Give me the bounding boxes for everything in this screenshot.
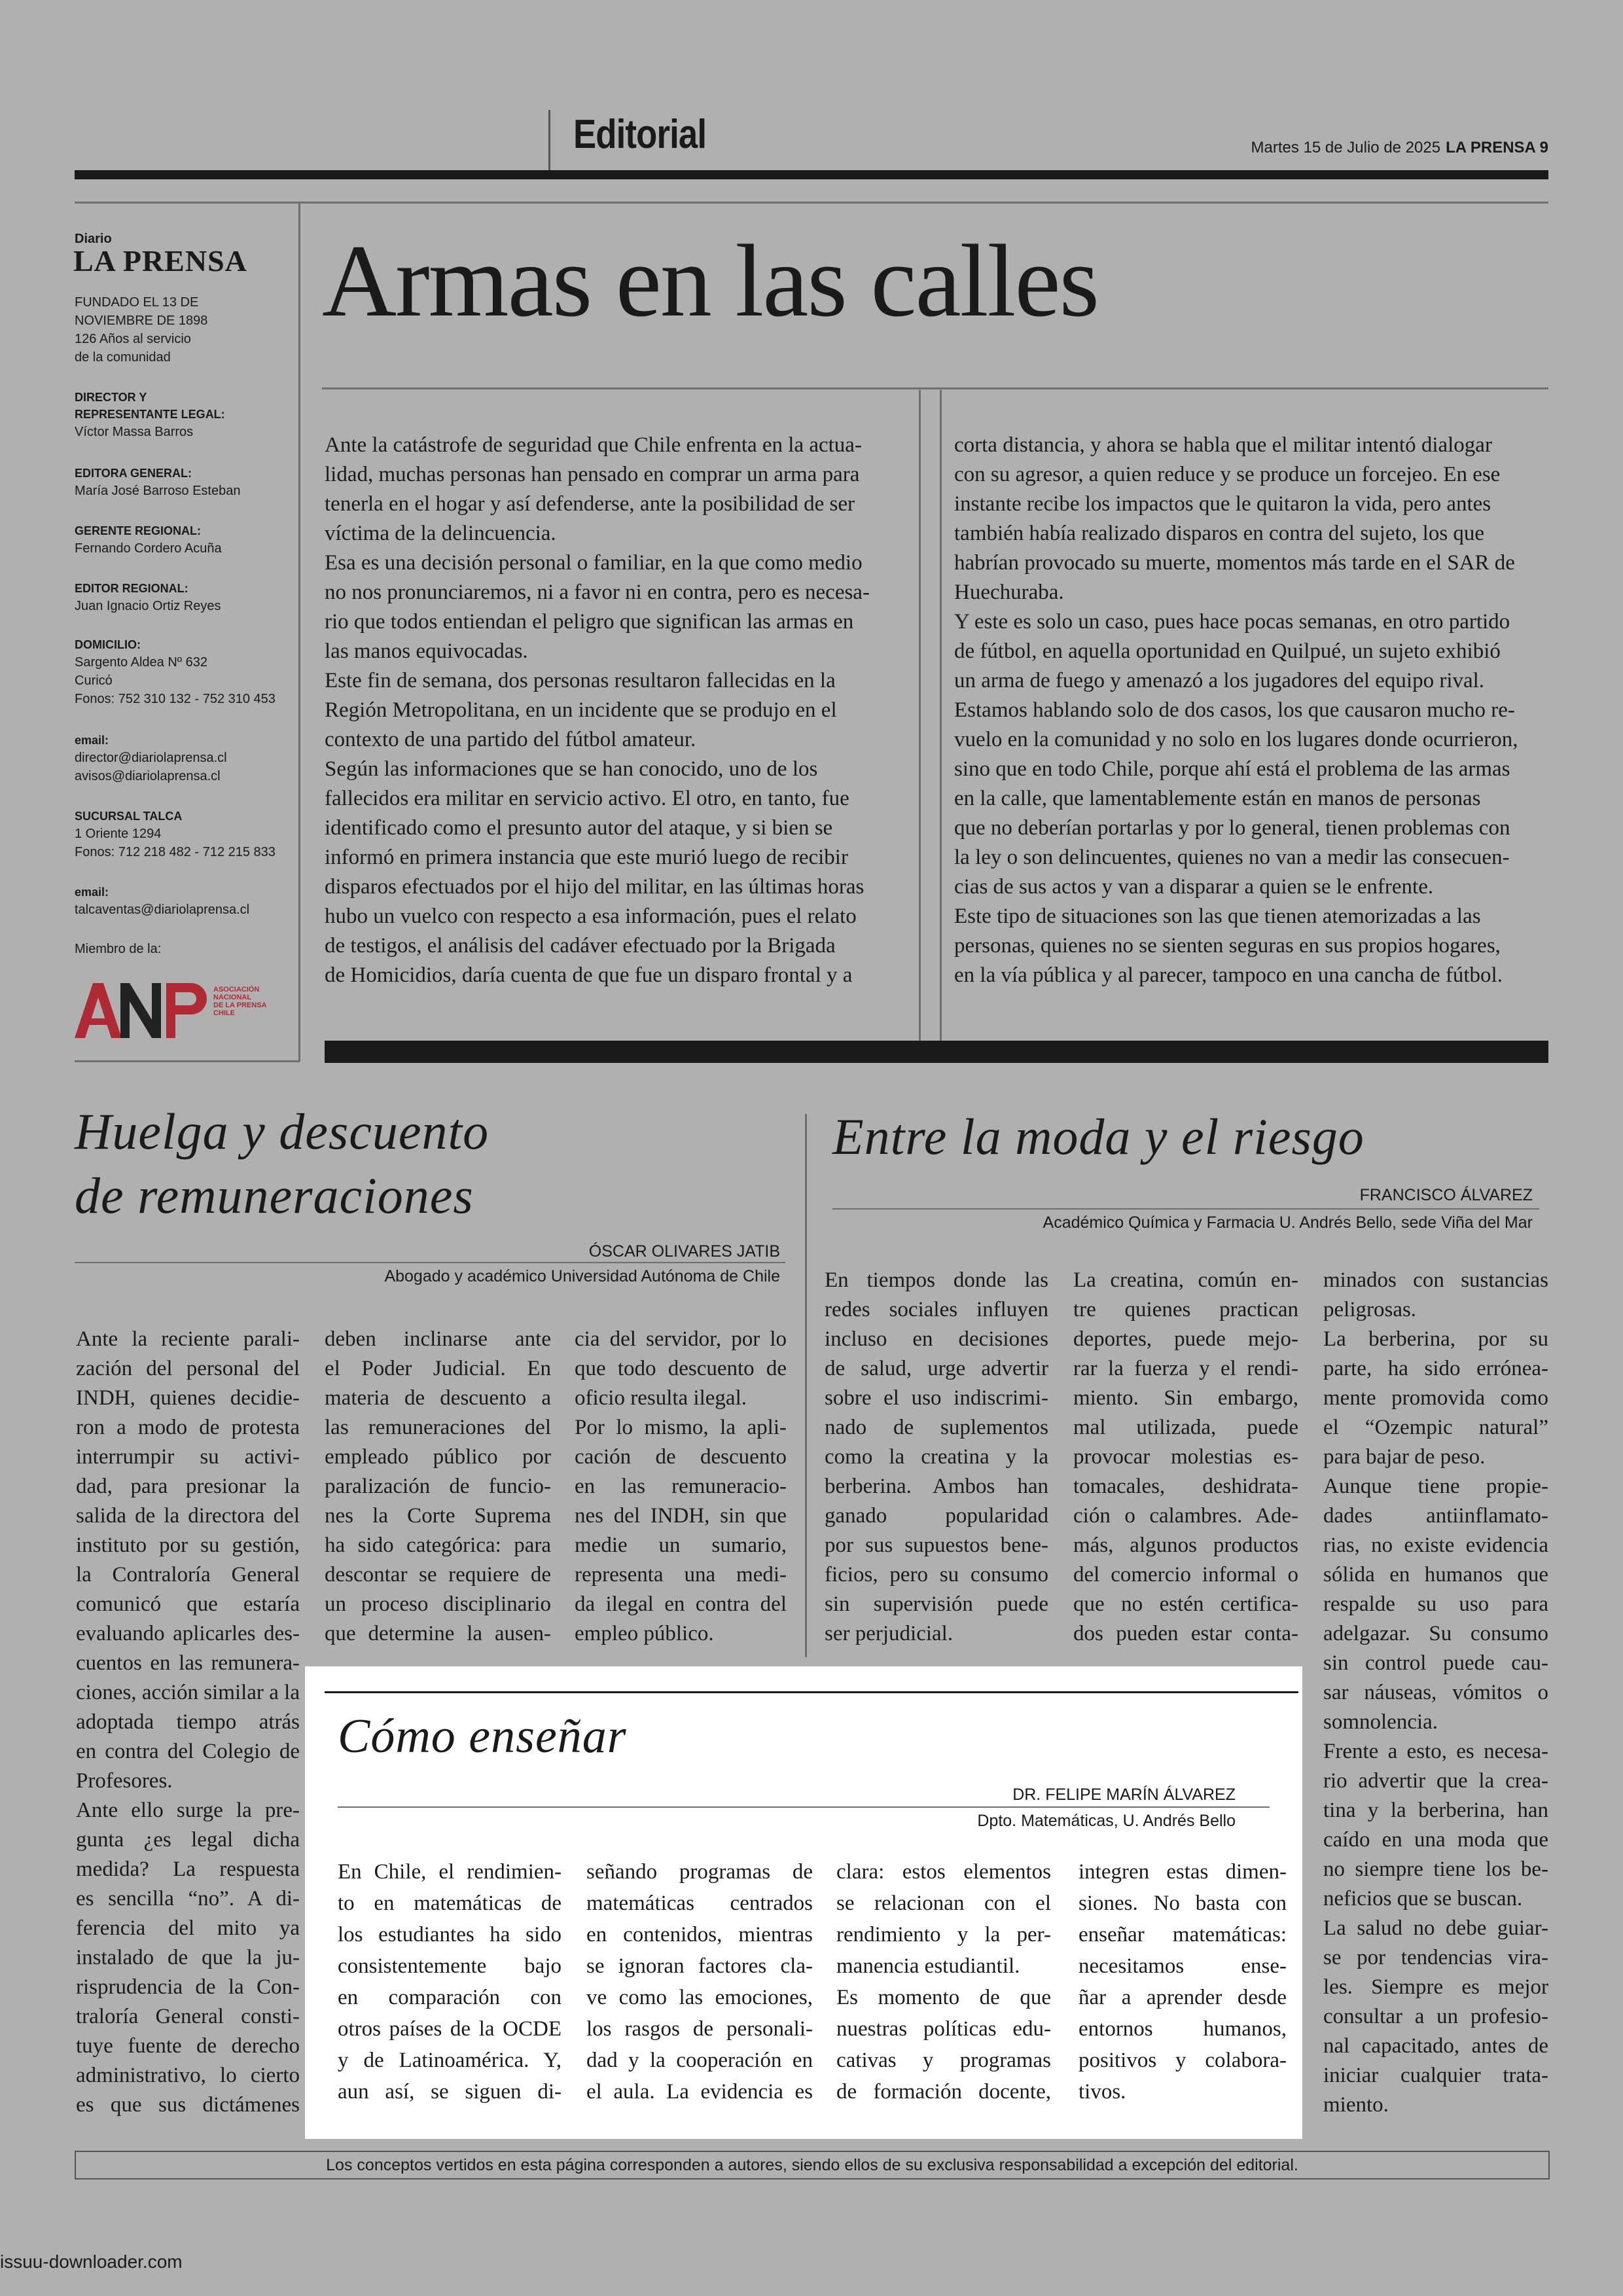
text-line: cación de descuento [575,1445,787,1469]
text-line: integren estas dimen- [1079,1860,1287,1884]
sidebar-email-talca [75,884,291,919]
text-line: tenerla en el hogar y así defenderse, ante la posibilidad de ser [325,492,855,516]
text-line: aun así, se siguen di- [338,2080,562,2104]
text-line: matemáticas centrados [586,1892,813,1915]
text-line: fallecidos era militar en servicio activo. El otro, en tanto, fue [325,787,849,810]
text-line: provocar molestias es- [1073,1445,1298,1469]
text-line: rio que todos entiendan el peligro que significan las armas en [325,610,854,634]
text-line: ganado popularidad [825,1504,1048,1528]
address-line: Sargento Aldea Nº 632 [75,655,208,670]
sidebar-founded [75,293,291,367]
text-line: vuelo en la comunidad y no solo en los lugares donde ocurrieron, [954,728,1518,751]
text-line: informó en primera instancia que este murió luego de recibir [325,846,848,869]
staff-label: DOMICILIO: [75,638,141,651]
editorial-column-1 [325,431,901,990]
sidebar-staff-editora [75,465,291,500]
text-line: dad y la cooperación en [586,2049,813,2072]
text-line: adoptada tiempo atrás [76,1710,300,1734]
text-line: enseñar matemáticas: [1079,1923,1287,1946]
text-line: gunta ¿es legal dicha [76,1828,300,1852]
ensenar-column-3 [836,1856,1051,2108]
sidebar-staff-director [75,389,291,441]
text-line: paralización de funcio- [325,1475,551,1498]
text-line: en comparación con [338,1986,562,2009]
text-line: tre quienes practican [1073,1298,1298,1321]
text-line: miento. Sin embargo, [1073,1386,1298,1410]
text-line: cativas y programas [836,2049,1051,2072]
text-line: tina y la berberina, han [1323,1799,1548,1822]
text-line: Profesores. [76,1769,173,1793]
anp-text [213,986,267,1017]
text-line: ciones, acción similar a la [76,1681,300,1704]
huelga-title [75,1100,794,1228]
text-line: es que sus dictámenes [76,2093,300,2117]
text-line: sólida en humanos que [1323,1563,1548,1587]
moda-column-3 [1323,1266,1548,2120]
staff-label: DIRECTOR Y [75,391,147,404]
text-line: en las remuneracio- [575,1475,787,1498]
member-label: Miembro de la: [75,942,162,956]
text-line: Por lo mismo, la apli- [575,1416,787,1439]
huelga-column-1 [76,1325,300,2120]
text-line: lidad, muchas personas han pensado en comprar un arma para [325,463,860,486]
founded-line: NOVIEMBRE DE 1898 [75,314,208,328]
sidebar-branch-talca [75,808,291,861]
text-line: con su agresor, a quien reduce y se produce un forcejeo. En ese [954,463,1501,486]
text-line: nuestras políticas edu- [836,2017,1051,2041]
anp-text-line: ASOCIACIÓN [213,986,260,994]
text-line: es sencilla “no”. A di- [76,1887,300,1910]
email-line: director@diariolaprensa.cl [75,751,227,765]
text-line: adelgazar. Su consumo [1323,1622,1548,1645]
text-line: más, algunos productos [1073,1534,1298,1557]
section-title: Editorial [573,112,707,157]
text-line: ñar a aprender desde [1079,1986,1287,2009]
text-line: salida de la directora del [76,1504,300,1528]
ensenar-author: DR. FELIPE MARÍN ÁLVAREZ [1012,1785,1236,1804]
moda-column-1 [825,1266,1048,1649]
huelga-title-line: Huelga y descuento [75,1103,490,1160]
text-line: en la calle, que lamentablemente están en manos de personas [954,787,1481,810]
moda-title: Entre la moda y el riesgo [832,1108,1364,1165]
founded-line: FUNDADO EL 13 DE [75,295,199,310]
text-line: La creatina, común en- [1073,1268,1298,1292]
text-line: iniciar cualquier trata- [1323,2064,1548,2087]
text-line: no nos pronunciaremos, ni a favor ni en contra, pero es necesa- [325,581,870,604]
opinion-divider [805,1114,807,1657]
address-line: Fonos: 712 218 482 - 712 215 833 [75,845,276,859]
text-line: miento. [1323,2093,1389,2117]
text-line: por sus supuestos bene- [825,1534,1048,1557]
text-line: comunicó que estaría [76,1592,300,1616]
text-line: ron a modo de protesta [76,1416,300,1439]
watermark: issuu-downloader.com [0,2251,183,2272]
text-line: del comercio informal o [1073,1563,1298,1587]
text-line: sin control puede cau- [1323,1651,1548,1675]
text-line: Aunque tiene propie- [1323,1475,1548,1498]
editorial-column-rule [940,390,942,1041]
text-line: empleado público por [325,1445,551,1469]
text-line: En Chile, el rendimien- [338,1860,562,1884]
text-line: minados con sustancias [1323,1268,1548,1292]
moda-author: FRANCISCO ÁLVAREZ [1359,1186,1533,1204]
text-line: se por tendencias vira- [1323,1946,1548,1969]
text-line: corta distancia, y ahora se habla que el militar intentó dialogar [954,433,1492,457]
text-line: La salud no debe guiar- [1323,1916,1548,1940]
text-line: nes del INDH, sin que [575,1504,787,1528]
sidebar-email [75,732,291,785]
text-line: empleo público. [575,1622,714,1645]
disclaimer-box: Los conceptos vertidos en esta página corresponden a autores, siendo ellos de su exclusiva responsabilidad a excepción del editorial. [75,2151,1550,2179]
text-line: neficios que se buscan. [1323,1887,1523,1910]
huelga-author: ÓSCAR OLIVARES JATIB [588,1242,780,1261]
text-line: peligrosas. [1323,1298,1417,1321]
masthead-rule [75,170,1548,179]
text-line: identificado como el presunto autor del ataque, y si bien se [325,816,833,840]
sidebar-address [75,636,291,708]
editorial-bottom-rule [325,1041,1548,1063]
text-line: que todo descuento de [575,1357,787,1380]
text-line: traloría General consti- [76,2005,300,2028]
text-line: Es momento de que [836,1986,1051,2009]
anp-logo [75,979,277,1041]
text-line: tomacales, deshidrata- [1073,1475,1298,1498]
text-line: sino que en todo Chile, porque ahí está el problema de las armas [954,757,1510,781]
text-line: deben inclinarse ante [325,1327,551,1351]
text-line: ha sido categórica: para [325,1534,551,1557]
text-line: materia de descuento a [325,1386,551,1410]
text-line: cias de sus actos y van a disparar a quien se le enfrente. [954,875,1434,899]
ensenar-column-2 [586,1856,813,2108]
ensenar-column-4 [1079,1856,1287,2108]
text-line: deportes, puede mejo- [1073,1327,1298,1351]
text-line: ción o calambres. Ade- [1073,1504,1298,1528]
text-line: cia del servidor, por lo [575,1327,787,1351]
text-line: los estudiantes ha sido [338,1923,562,1946]
sidebar-staff-gerente [75,522,291,558]
staff-name: Víctor Massa Barros [75,425,194,439]
text-line: ve como las emociones, [586,1986,813,2009]
text-line: Esa es una decisión personal o familiar, en la que como medio [325,551,863,575]
staff-name: Juan Ignacio Ortiz Reyes [75,599,221,613]
ensenar-column-1 [338,1856,562,2108]
text-line: de testigos, el análisis del cadáver efectuado por la Brigada [325,934,836,958]
staff-name: María José Barroso Esteban [75,484,241,498]
editorial-title: Armas en las calles [322,224,1099,338]
staff-label: email: [75,886,109,899]
text-line: el aula. La evidencia es [586,2080,813,2104]
moda-column-2 [1073,1266,1298,1649]
text-line: como la creatina y la [825,1445,1048,1469]
text-line: En tiempos donde las [825,1268,1048,1292]
text-line: ficios, pero su consumo [825,1563,1048,1587]
text-line: caído en una moda que [1323,1828,1548,1852]
text-line: instalado de que la ju- [76,1946,300,1969]
text-line: en contra del Colegio de [76,1740,300,1763]
text-line: interrumpir su activi- [76,1445,300,1469]
text-line: las manos equivocadas. [325,639,528,663]
text-line: da ilegal en contra del [575,1592,787,1616]
text-line: Ante la catástrofe de seguridad que Chile enfrenta en la actua- [325,433,862,457]
text-line: clara: estos elementos [836,1860,1051,1884]
text-line: respalde su uso para [1323,1592,1548,1616]
address-line: 1 Oriente 1294 [75,827,162,841]
text-line: personas, quienes no se sienten seguras en sus propios hogares, [954,934,1501,958]
text-line: administrativo, lo cierto [76,2064,300,2087]
moda-affiliation: Académico Química y Farmacia U. Andrés Bello, sede Viña del Mar [1043,1213,1533,1232]
text-line: zación del personal del [76,1357,300,1380]
text-line: Huechuraba. [954,581,1064,604]
text-line: Este fin de semana, dos personas resultaron fallecidas en la [325,669,836,692]
staff-label: REPRESENTANTE LEGAL: [75,408,225,421]
text-line: evaluando aplicarles des- [76,1622,300,1645]
masthead-thin-rule [75,202,1548,204]
huelga-column-2 [325,1325,551,1649]
text-line: la Contraloría General [76,1563,300,1587]
text-line: sobre el uso indiscrimi- [825,1386,1048,1410]
text-line: las remuneraciones del [325,1416,551,1439]
text-line: habrían provocado su muerte, momentos más tarde en el SAR de [954,551,1515,575]
address-line: Curicó [75,673,113,688]
sidebar-diario: Diario [75,232,112,246]
text-line: dad, para presionar la [76,1475,300,1498]
text-line: contexto de una partido del fútbol amateur. [325,728,696,751]
text-line: instante recibe los impactos que le quitaron la vida, pero antes [954,492,1491,516]
text-line: sin supervisión puede [825,1592,1048,1616]
text-line: nado de suplementos [825,1416,1048,1439]
text-line: de formación docente, [836,2080,1051,2104]
anp-text-line: DE LA PRENSA [213,1001,267,1009]
address-line: Fonos: 752 310 132 - 752 310 453 [75,692,276,706]
text-line: un proceso disciplinario [325,1592,551,1616]
text-line: positivos y colabora- [1079,2049,1287,2072]
text-line: señando programas de [586,1860,813,1884]
text-line: La berberina, por su [1323,1327,1548,1351]
page-number: LA PRENSA 9 [1446,139,1548,156]
text-line: Este tipo de situaciones son las que tienen atemorizadas a las [954,905,1481,928]
text-line: para bajar de peso. [1323,1445,1486,1469]
ensenar-affiliation: Dpto. Matemáticas, U. Andrés Bello [977,1812,1236,1830]
staff-label: SUCURSAL TALCA [75,810,183,823]
text-line: que no deberían portarlas y por lo general, tienen problemas con [954,816,1510,840]
text-line: y de Latinoamérica. Y, [338,2049,562,2072]
text-line: sar náuseas, vómitos o [1323,1681,1548,1704]
text-line: Ante ello surge la pre- [76,1799,300,1822]
ensenar-top-rule [325,1691,1298,1693]
ensenar-title: Cómo enseñar [338,1710,627,1763]
text-line: que determine la ausen- [325,1622,551,1645]
text-line: no siempre tiene los be- [1323,1857,1548,1881]
text-line: Región Metropolitana, en un incidente que se produjo en el [325,698,837,722]
header-divider [548,110,550,170]
newspaper-logo: LA PRENSA [73,244,247,278]
text-line: hubo un vuelco con respecto a esa información, pues el relato [325,905,857,928]
text-line: rar la fuerza y el rendi- [1073,1357,1298,1380]
email-line: avisos@diariolaprensa.cl [75,769,221,783]
text-line: el Poder Judicial. En [325,1357,551,1380]
sidebar-staff-editor [75,580,291,615]
anp-text-line: NACIONAL [213,994,252,1001]
text-line: representa una medi- [575,1563,787,1587]
text-line: rendimiento y la per- [836,1923,1051,1946]
text-line: un arma de fuego y amenazó a los jugadores del equipo rival. [954,669,1485,692]
text-line: nes la Corte Suprema [325,1504,551,1528]
ensenar-byline-rule [338,1806,1270,1808]
text-line: to en matemáticas de [338,1892,562,1915]
text-line: la ley o son delincuentes, quienes no van a medir las consecuen- [954,846,1510,869]
text-line: Y este es solo un caso, pues hace pocas semanas, en otro partido [954,610,1510,634]
text-line: los rasgos de personali- [586,2017,813,2041]
text-line: víctima de la delincuencia. [325,522,556,545]
text-line: de salud, urge advertir [825,1357,1048,1380]
text-line: Ante la reciente parali- [76,1327,300,1351]
text-line: Estamos hablando solo de dos casos, los que causaron mucho re- [954,698,1515,722]
sidebar-bottom-rule [75,1060,300,1062]
text-line: que no estén certifica- [1073,1592,1298,1616]
issue-date: Martes 15 de Julio de 2025 [1251,139,1441,156]
text-line: berberina. Ambos han [825,1475,1048,1498]
huelga-title-line: de remuneraciones [75,1167,474,1224]
text-line: descontar se requiere de [325,1563,551,1587]
huelga-affiliation: Abogado y académico Universidad Autónoma de Chile [384,1267,780,1285]
text-line: nal capacitado, antes de [1323,2034,1548,2058]
sidebar-rule [298,203,300,1062]
huelga-byline-rule [75,1262,785,1263]
text-line: dos pueden estar conta- [1073,1622,1298,1645]
text-line: redes sociales influyen [825,1298,1048,1321]
staff-label: EDITOR REGIONAL: [75,582,188,595]
text-line: mal utilizada, puede [1073,1416,1298,1439]
staff-label: EDITORA GENERAL: [75,467,192,480]
text-line: de fútbol, en aquella oportunidad en Quilpué, un sujeto exhibió [954,639,1501,663]
text-line: somnolencia. [1323,1710,1438,1734]
huelga-column-3 [575,1325,787,1649]
text-line: Según las informaciones que se han conocido, uno de los [325,757,818,781]
text-line: manencia estudiantil. [836,1954,1020,1978]
text-line: se relacionan con el [836,1892,1051,1915]
text-line: disparos efectuados por el hijo del militar, en las últimas horas [325,875,865,899]
text-line: risprudencia de la Con- [76,1975,300,1999]
founded-line: de la comunidad [75,350,171,365]
text-line: oficio resulta ilegal. [575,1386,747,1410]
text-line: otros países de la OCDE [338,2017,562,2041]
text-line: Frente a esto, es necesa- [1323,1740,1548,1763]
text-line: de Homicidios, daría cuenta de que fue un disparo frontal y a [325,963,853,987]
text-line: el “Ozempic natural” [1323,1416,1548,1439]
text-line: se ignoran factores cla- [586,1954,813,1978]
text-line: necesitamos ense- [1079,1954,1287,1978]
text-line: siones. No basta con [1079,1892,1287,1915]
text-line: incluso en decisiones [825,1327,1048,1351]
text-line: rio advertir que la crea- [1323,1769,1548,1793]
text-line: medida? La respuesta [76,1857,300,1881]
text-line: les. Siempre es mejor [1323,1975,1548,1999]
text-line: medie un sumario, [575,1534,787,1557]
editorial-column-2 [954,431,1543,990]
editorial-title-rule [322,387,1548,389]
text-line: ser perjudicial. [825,1622,954,1645]
header-date-line [1251,139,1548,157]
text-line: tivos. [1079,2080,1126,2104]
text-line: consultar a un profesio- [1323,2005,1548,2028]
anp-text-line: CHILE [213,1009,235,1017]
founded-line: 126 Años al servicio [75,332,191,346]
text-line: ferencia del mito ya [76,1916,300,1940]
email-line: talcaventas@diariolaprensa.cl [75,903,250,917]
text-line: en contenidos, mientras [586,1923,813,1946]
editorial-column-rule [919,390,921,1041]
staff-label: GERENTE REGIONAL: [75,524,202,537]
text-line: instituto por su gestión, [76,1534,300,1557]
text-line: en la vía pública y al parecer, tampoco en una cancha de fútbol. [954,963,1503,987]
text-line: consistentemente bajo [338,1954,562,1978]
text-line: también había realizado disparos en contra del sujeto, los que [954,522,1485,545]
text-line: entornos humanos, [1079,2017,1287,2041]
staff-label: email: [75,734,109,747]
staff-name: Fernando Cordero Acuña [75,541,222,556]
text-line: cuentos en las remunera- [76,1651,300,1675]
text-line: dades antiinflamato- [1323,1504,1548,1528]
moda-byline-rule [832,1208,1539,1210]
text-line: parte, ha sido erróneа- [1323,1357,1548,1380]
text-line: tuye fuente de derecho [76,2034,300,2058]
text-line: INDH, quienes decidie- [76,1386,300,1410]
text-line: rias, no existe evidencia [1323,1534,1548,1557]
text-line: mente promovida como [1323,1386,1548,1410]
